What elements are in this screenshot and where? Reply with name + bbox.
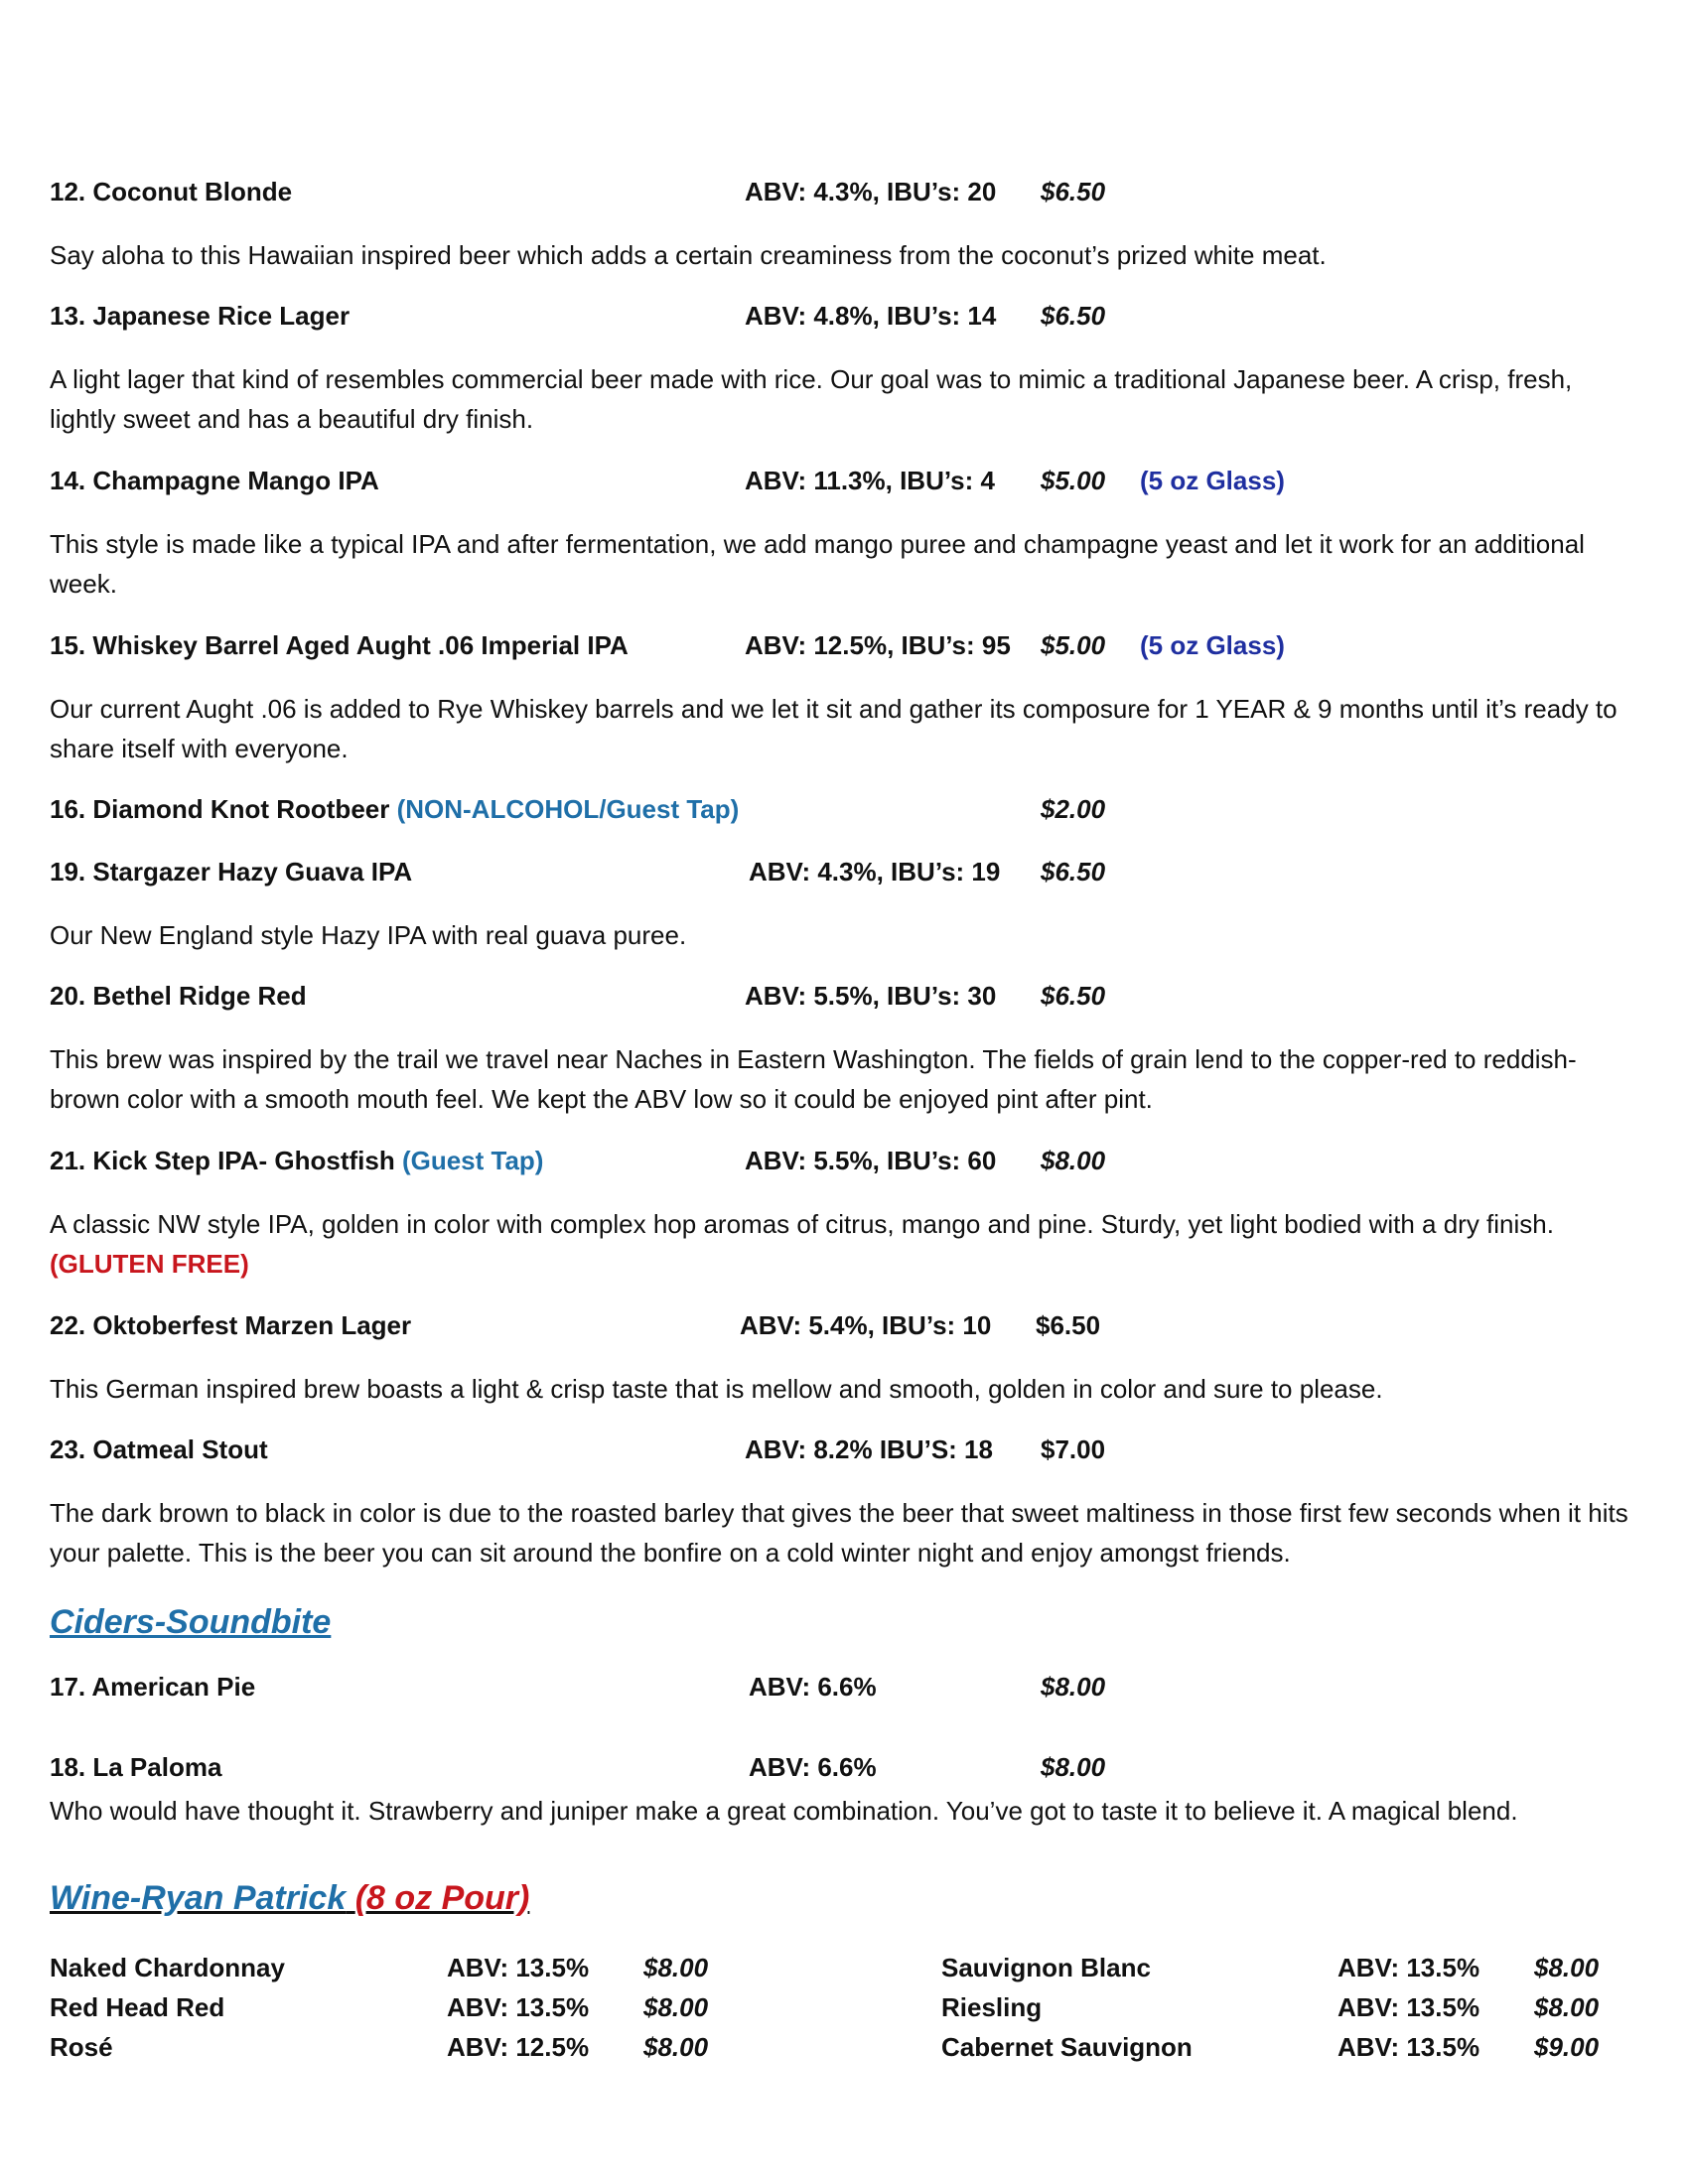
wine-price: $9.00 xyxy=(1534,2032,1600,2062)
wine-price: $8.00 xyxy=(643,1992,709,2022)
cider-description: Who would have thought it. Strawberry and juniper make a great combination. You’ve got to taste it to believe it. A magical blend. xyxy=(50,1796,1518,1826)
guest-tap-tag: (NON-ALCOHOL/Guest Tap) xyxy=(396,794,740,824)
wine-price: $8.00 xyxy=(1534,1953,1600,1982)
wine-price: $8.00 xyxy=(1534,1992,1600,2022)
wine-abv: ABV: 12.5% xyxy=(447,2032,590,2062)
cider-price: $8.00 xyxy=(1041,1672,1106,1702)
beer-name: 23. Oatmeal Stout xyxy=(50,1434,268,1464)
gluten-free-tag: (GLUTEN FREE) xyxy=(50,1249,249,1279)
beer-name-row xyxy=(50,793,739,825)
cider-name: 17. American Pie xyxy=(50,1672,256,1702)
wine-name: Red Head Red xyxy=(50,1992,225,2022)
beer-price: $7.00 xyxy=(1041,1434,1106,1464)
beer-description-text: A classic NW style IPA, golden in color with complex hop aromas of citrus, mango and pine. Sturdy, yet light bodied with a dry finish. xyxy=(50,1209,1554,1239)
beer-name: 16. Diamond Knot Rootbeer xyxy=(50,794,390,824)
beer-abv: ABV: 4.8%, IBU’s: 14 xyxy=(745,301,997,331)
beer-abv: ABV: 5.5%, IBU’s: 30 xyxy=(745,981,997,1011)
beer-name: 20. Bethel Ridge Red xyxy=(50,981,307,1011)
wine-name: Riesling xyxy=(941,1992,1043,2022)
beer-description: A light lager that kind of resembles commercial beer made with rice. Our goal was to mimic a traditional Japanese beer. A crisp, fresh, lightly sweet and has a beautiful dry finish. xyxy=(50,364,1573,434)
beer-abv: ABV: 4.3%, IBU’s: 19 xyxy=(749,857,1001,887)
beer-name: 22. Oktoberfest Marzen Lager xyxy=(50,1310,412,1340)
wine-abv: ABV: 13.5% xyxy=(447,1992,590,2022)
wine-abv: ABV: 13.5% xyxy=(447,1953,590,1982)
wine-name: Sauvignon Blanc xyxy=(941,1953,1151,1982)
beer-price: $8.00 xyxy=(1041,1146,1106,1175)
beer-description xyxy=(50,1204,1638,1284)
serving-note: (5 oz Glass) xyxy=(1140,466,1285,495)
beer-description: Say aloha to this Hawaiian inspired beer which adds a certain creaminess from the coconut’s prized white meat. xyxy=(50,240,1327,270)
beer-price: $5.00 xyxy=(1041,466,1106,495)
beer-description: This brew was inspired by the trail we travel near Naches in Eastern Washington. The fields of grain lend to the copper-red to reddish-brown color with a smooth mouth feel. We kept the ABV low so it could be enjoyed pint after pint. xyxy=(50,1044,1577,1114)
beer-name: 12. Coconut Blonde xyxy=(50,177,293,206)
beer-name: 21. Kick Step IPA- Ghostfish xyxy=(50,1146,395,1175)
wine-name: Rosé xyxy=(50,2032,113,2062)
wine-abv: ABV: 13.5% xyxy=(1337,2032,1480,2062)
guest-tap-tag: (Guest Tap) xyxy=(401,1146,544,1175)
beer-abv: ABV: 5.5%, IBU’s: 60 xyxy=(745,1146,997,1175)
cider-name: 18. La Paloma xyxy=(50,1752,222,1782)
wine-heading-note: (8 oz Pour) xyxy=(354,1879,530,1917)
beer-description: Our New England style Hazy IPA with real guava puree. xyxy=(50,920,687,950)
beer-description: The dark brown to black in color is due to the roasted barley that gives the beer that sweet maltiness in those first few seconds when it hits your palette. This is the beer you can sit around the bonfire on a cold winter night and enjoy amongst friends. xyxy=(50,1498,1628,1568)
cider-abv: ABV: 6.6% xyxy=(749,1672,877,1702)
beer-abv: ABV: 4.3%, IBU’s: 20 xyxy=(745,177,997,206)
beer-name: 15. Whiskey Barrel Aged Aught .06 Imperial IPA xyxy=(50,630,629,660)
wine-price: $8.00 xyxy=(643,1953,709,1982)
ciders-heading: Ciders-Soundbite xyxy=(50,1603,332,1641)
beer-price: $6.50 xyxy=(1041,301,1106,331)
wine-name: Cabernet Sauvignon xyxy=(941,2032,1193,2062)
wine-abv: ABV: 13.5% xyxy=(1337,1953,1480,1982)
cider-abv: ABV: 6.6% xyxy=(749,1752,877,1782)
beer-abv: ABV: 11.3%, IBU’s: 4 xyxy=(745,466,995,495)
wine-price: $8.00 xyxy=(643,2032,709,2062)
wine-heading xyxy=(50,1878,529,1918)
wine-abv: ABV: 13.5% xyxy=(1337,1992,1480,2022)
beer-name: 13. Japanese Rice Lager xyxy=(50,301,351,331)
beer-abv: ABV: 8.2% IBU’S: 18 xyxy=(745,1434,993,1464)
beer-price: $6.50 xyxy=(1041,177,1106,206)
beer-price: $5.00 xyxy=(1041,630,1106,660)
beer-price: $2.00 xyxy=(1041,794,1106,824)
beer-price: $6.50 xyxy=(1036,1310,1101,1340)
beer-name: 14. Champagne Mango IPA xyxy=(50,466,379,495)
serving-note: (5 oz Glass) xyxy=(1140,630,1285,660)
beer-price: $6.50 xyxy=(1041,981,1106,1011)
beer-description: This style is made like a typical IPA and after fermentation, we add mango puree and champagne yeast and let it work for an additional week. xyxy=(50,529,1585,599)
wine-name: Naked Chardonnay xyxy=(50,1953,285,1982)
beer-name: 19. Stargazer Hazy Guava IPA xyxy=(50,857,413,887)
wine-heading-title: Wine-Ryan Patrick xyxy=(50,1879,347,1917)
beer-name-row xyxy=(50,1145,543,1176)
beer-price: $6.50 xyxy=(1041,857,1106,887)
beer-description: Our current Aught .06 is added to Rye Whiskey barrels and we let it sit and gather its composure for 1 YEAR & 9 months until it’s ready to share itself with everyone. xyxy=(50,694,1618,763)
cider-price: $8.00 xyxy=(1041,1752,1106,1782)
beer-description: This German inspired brew boasts a light & crisp taste that is mellow and smooth, golden in color and sure to please. xyxy=(50,1374,1383,1404)
beer-abv: ABV: 12.5%, IBU’s: 95 xyxy=(745,630,1011,660)
beer-abv: ABV: 5.4%, IBU’s: 10 xyxy=(740,1310,992,1340)
